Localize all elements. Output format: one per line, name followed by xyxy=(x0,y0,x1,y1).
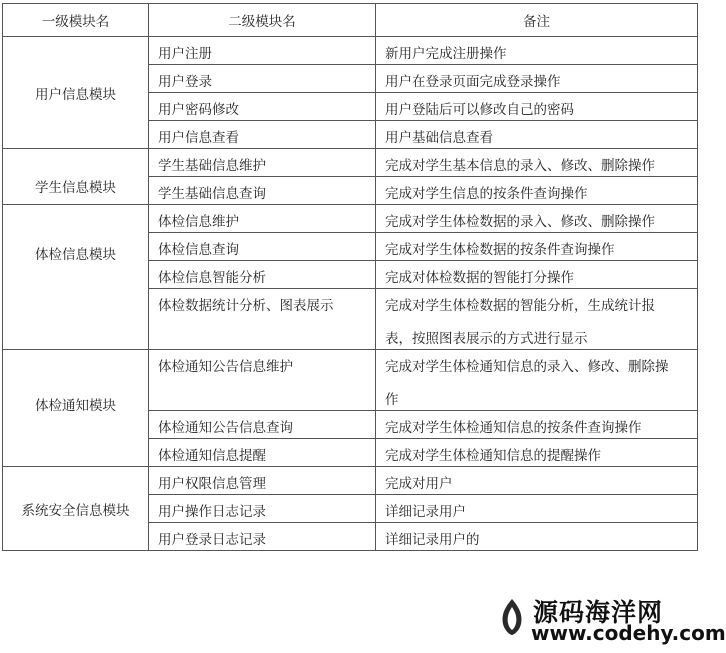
note-cell: 用户在登录页面完成登录操作 xyxy=(376,65,698,93)
note-cell: 完成对学生体检通知信息的录入、修改、删除操 作 xyxy=(376,350,698,411)
note-cell: 新用户完成注册操作 xyxy=(376,37,698,65)
table-row xyxy=(3,37,698,65)
header-row xyxy=(3,4,698,37)
level1-module-cell: 用户信息模块 xyxy=(3,37,149,149)
level2-module-cell: 体检通知信息提醒 xyxy=(149,439,376,467)
note-cell: 用户登陆后可以修改自己的密码 xyxy=(376,93,698,121)
level1-module-cell: 系统安全信息模块 xyxy=(3,467,149,551)
note-cell: 详细记录用户的 xyxy=(376,523,698,551)
note-cell: 详细记录用户 xyxy=(376,495,698,523)
level2-module-cell: 用户信息查看 xyxy=(149,121,376,149)
note-cell: 完成对学生体检通知信息的按条件查询操作 xyxy=(376,411,698,439)
note-cell: 完成对学生体检数据的智能分析，生成统计报 表，按照图表展示的方式进行显示 xyxy=(376,289,698,350)
level2-module-cell: 体检信息查询 xyxy=(149,233,376,261)
note-cell: 完成对学生基本信息的录入、修改、删除操作 xyxy=(376,149,698,177)
note-cell: 完成对学生体检数据的录入、修改、删除操作 xyxy=(376,205,698,233)
table-row xyxy=(3,205,698,233)
header-level2: 二级模块名 xyxy=(149,4,376,37)
table-row xyxy=(3,350,698,411)
level2-module-cell: 体检数据统计分析、图表展示 xyxy=(149,289,376,350)
level2-module-cell: 用户密码修改 xyxy=(149,93,376,121)
note-cell: 完成对体检数据的智能打分操作 xyxy=(376,261,698,289)
level2-module-cell: 用户登录日志记录 xyxy=(149,523,376,551)
level2-module-cell: 用户权限信息管理 xyxy=(149,467,376,495)
level2-module-cell: 体检通知公告信息维护 xyxy=(149,350,376,411)
level2-module-cell: 用户登录 xyxy=(149,65,376,93)
codehy-logo-icon xyxy=(497,597,527,637)
note-cell: 用户基础信息查看 xyxy=(376,121,698,149)
level2-module-cell: 体检信息智能分析 xyxy=(149,261,376,289)
level1-module-cell: 学生信息模块 xyxy=(3,149,149,205)
header-level1: 一级模块名 xyxy=(3,4,149,37)
watermark-url: www.codehy.com xyxy=(531,621,726,645)
note-cell: 完成对学生信息的按条件查询操作 xyxy=(376,177,698,205)
note-cell: 完成对学生体检数据的按条件查询操作 xyxy=(376,233,698,261)
note-cell: 完成对用户 xyxy=(376,467,698,495)
level2-module-cell: 体检信息维护 xyxy=(149,205,376,233)
table-row xyxy=(3,467,698,495)
level2-module-cell: 体检通知公告信息查询 xyxy=(149,411,376,439)
level1-module-cell: 体检通知模块 xyxy=(3,350,149,467)
table-row xyxy=(3,149,698,177)
module-table xyxy=(2,3,698,551)
level2-module-cell: 用户操作日志记录 xyxy=(149,495,376,523)
watermark xyxy=(493,591,726,649)
header-note: 备注 xyxy=(376,4,698,37)
watermark-title: 源码海洋网 xyxy=(533,598,664,627)
note-cell: 完成对学生体检通知信息的提醒操作 xyxy=(376,439,698,467)
level1-module-cell: 体检信息模块 xyxy=(3,205,149,350)
level2-module-cell: 用户注册 xyxy=(149,37,376,65)
level2-module-cell: 学生基础信息维护 xyxy=(149,149,376,177)
level2-module-cell: 学生基础信息查询 xyxy=(149,177,376,205)
